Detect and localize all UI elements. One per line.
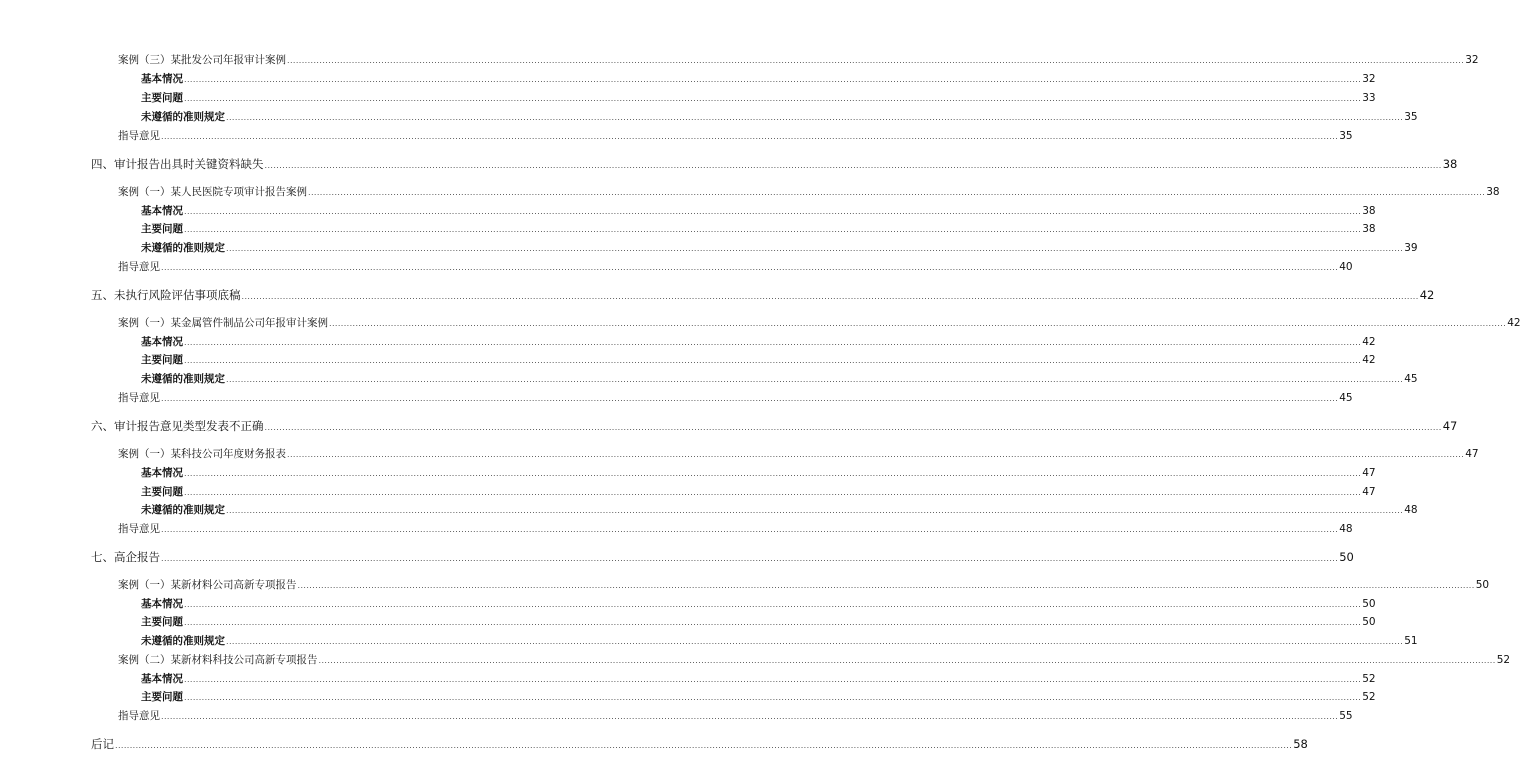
toc-entry-title: 案例（一）某新材料公司高新专项报告 — [118, 579, 297, 591]
toc-entry-title: 后记 — [91, 737, 114, 751]
dot-leader: ................................................................................................................................................................................................................................................................................................................................................................................................................ — [184, 94, 1362, 103]
dot-leader: ................................................................................................................................................................................................................................................................................................................................................................................................................ — [161, 525, 1339, 534]
toc-entry-page: 58 — [1293, 737, 1308, 751]
toc-entry-section[interactable] — [0, 288, 1435, 304]
toc-entry-title: 案例（二）某新材料科技公司高新专项报告 — [118, 654, 318, 666]
toc-entry-section[interactable] — [0, 419, 1458, 435]
toc-entry-page: 38 — [1486, 186, 1500, 198]
toc-entry-guide[interactable] — [0, 709, 1353, 724]
toc-entry-sub[interactable] — [0, 335, 1376, 350]
dot-leader: ................................................................................................................................................................................................................................................................................................................................................................................................................ — [318, 656, 1496, 665]
toc-entry-section[interactable] — [0, 157, 1458, 173]
toc-entry-title: 未遵循的准则规定 — [141, 635, 225, 647]
toc-entry-sub[interactable] — [0, 466, 1376, 481]
toc-entry-guide[interactable] — [0, 129, 1353, 144]
dot-leader: ................................................................................................................................................................................................................................................................................................................................................................................................................ — [287, 450, 1465, 459]
toc-entry-title: 主要问题 — [141, 354, 183, 366]
dot-leader: ................................................................................................................................................................................................................................................................................................................................................................................................................ — [161, 132, 1339, 141]
toc-entry-page: 42 — [1507, 317, 1521, 329]
dot-leader: ................................................................................................................................................................................................................................................................................................................................................................................................................ — [226, 637, 1404, 646]
toc-entry-title: 基本情况 — [141, 598, 183, 610]
toc-entry-page: 52 — [1362, 691, 1376, 703]
toc-entry-title: 案例（一）某人民医院专项审计报告案例 — [118, 186, 307, 198]
toc-entry-sub[interactable] — [0, 372, 1418, 387]
toc-entry-case[interactable] — [0, 316, 1521, 331]
toc-entry-page: 32 — [1362, 73, 1376, 85]
dot-leader: ................................................................................................................................................................................................................................................................................................................................................................................................................ — [184, 338, 1362, 347]
toc-entry-case[interactable] — [0, 53, 1479, 68]
toc-entry-sub[interactable] — [0, 241, 1418, 256]
dot-leader: ................................................................................................................................................................................................................................................................................................................................................................................................................ — [226, 375, 1404, 384]
toc-entry-sub[interactable] — [0, 485, 1376, 500]
toc-entry-section[interactable] — [0, 550, 1354, 566]
toc-entry-title: 基本情况 — [141, 73, 183, 85]
toc-entry-sub[interactable] — [0, 615, 1376, 630]
dot-leader: ................................................................................................................................................................................................................................................................................................................................................................................................................ — [184, 356, 1362, 365]
dot-leader: ................................................................................................................................................................................................................................................................................................................................................................................................................ — [161, 263, 1339, 272]
dot-leader: ................................................................................................................................................................................................................................................................................................................................................................................................................ — [241, 292, 1419, 301]
toc-entry-page: 38 — [1442, 157, 1458, 171]
toc-entry-title: 基本情况 — [141, 673, 183, 685]
dot-leader: ................................................................................................................................................................................................................................................................................................................................................................................................................ — [161, 554, 1339, 563]
toc-entry-title: 四、审计报告出具时关键资料缺失 — [91, 157, 264, 171]
dot-leader: ................................................................................................................................................................................................................................................................................................................................................................................................................ — [308, 188, 1486, 197]
toc-entry-page: 47 — [1362, 486, 1376, 498]
toc-entry-page: 45 — [1339, 392, 1353, 404]
toc-entry-sub[interactable] — [0, 672, 1376, 687]
toc-entry-page: 33 — [1362, 92, 1376, 104]
dot-leader: ................................................................................................................................................................................................................................................................................................................................................................................................................ — [184, 675, 1362, 684]
toc-entry-case[interactable] — [0, 185, 1500, 200]
toc-entry-sub[interactable] — [0, 110, 1418, 125]
toc-entry-page: 48 — [1339, 523, 1353, 535]
toc-entry-sub[interactable] — [0, 634, 1418, 649]
toc-entry-title: 主要问题 — [141, 92, 183, 104]
toc-entry-title: 指导意见 — [118, 130, 160, 142]
dot-leader: ................................................................................................................................................................................................................................................................................................................................................................................................................ — [184, 469, 1362, 478]
toc-entry-page: 32 — [1465, 54, 1479, 66]
toc-entry-page: 35 — [1339, 130, 1353, 142]
toc-entry-page: 50 — [1362, 598, 1376, 610]
toc-entry-page: 51 — [1404, 635, 1418, 647]
toc-entry-title: 七、高企报告 — [91, 550, 160, 564]
toc-entry-title: 基本情况 — [141, 336, 183, 348]
dot-leader: ................................................................................................................................................................................................................................................................................................................................................................................................................ — [184, 693, 1362, 702]
toc-entry-page: 45 — [1404, 373, 1418, 385]
toc-entry-title: 指导意见 — [118, 710, 160, 722]
dot-leader: ................................................................................................................................................................................................................................................................................................................................................................................................................ — [184, 618, 1362, 627]
toc-entry-title: 五、未执行风险评估事项底稿 — [91, 288, 241, 302]
toc-entry-title: 基本情况 — [141, 205, 183, 217]
toc-entry-title: 主要问题 — [141, 616, 183, 628]
toc-entry-title: 主要问题 — [141, 486, 183, 498]
toc-entry-page: 40 — [1339, 261, 1353, 273]
toc-entry-page: 48 — [1404, 504, 1418, 516]
toc-entry-title: 基本情况 — [141, 467, 183, 479]
toc-entry-title: 指导意见 — [118, 523, 160, 535]
dot-leader: ................................................................................................................................................................................................................................................................................................................................................................................................................ — [184, 600, 1362, 609]
toc-entry-page: 52 — [1362, 673, 1376, 685]
toc-entry-guide[interactable] — [0, 522, 1353, 537]
toc-entry-page: 50 — [1362, 616, 1376, 628]
toc-entry-sub[interactable] — [0, 503, 1418, 518]
toc-entry-page: 42 — [1362, 354, 1376, 366]
toc-entry-title: 未遵循的准则规定 — [141, 242, 225, 254]
dot-leader: ................................................................................................................................................................................................................................................................................................................................................................................................................ — [161, 394, 1339, 403]
toc-entry-section[interactable] — [0, 737, 1308, 753]
toc-entry-page: 50 — [1339, 550, 1354, 564]
toc-entry-title: 指导意见 — [118, 261, 160, 273]
toc-entry-page: 50 — [1475, 579, 1490, 591]
toc-entry-title: 六、审计报告意见类型发表不正确 — [91, 419, 264, 433]
toc-entry-guide[interactable] — [0, 260, 1353, 275]
toc-entry-page: 38 — [1362, 223, 1376, 235]
toc-entry-case[interactable] — [0, 578, 1490, 593]
toc-entry-title: 未遵循的准则规定 — [141, 504, 225, 516]
toc-entry-sub[interactable] — [0, 597, 1376, 612]
toc-entry-page: 38 — [1362, 205, 1376, 217]
dot-leader: ................................................................................................................................................................................................................................................................................................................................................................................................................ — [226, 506, 1404, 515]
dot-leader: ................................................................................................................................................................................................................................................................................................................................................................................................................ — [115, 741, 1293, 750]
toc-entry-sub[interactable] — [0, 353, 1376, 368]
toc-entry-guide[interactable] — [0, 391, 1353, 406]
toc-entry-page: 52 — [1496, 654, 1511, 666]
toc-entry-sub[interactable] — [0, 222, 1376, 237]
dot-leader: ................................................................................................................................................................................................................................................................................................................................................................................................................ — [329, 319, 1507, 328]
toc-entry-title: 指导意见 — [118, 392, 160, 404]
dot-leader: ................................................................................................................................................................................................................................................................................................................................................................................................................ — [287, 56, 1465, 65]
toc-entry-title: 未遵循的准则规定 — [141, 111, 225, 123]
toc-entry-title: 主要问题 — [141, 223, 183, 235]
toc-entry-title: 未遵循的准则规定 — [141, 373, 225, 385]
toc-entry-page: 35 — [1404, 111, 1418, 123]
toc-entry-sub[interactable] — [0, 690, 1376, 705]
toc-entry-page: 47 — [1442, 419, 1458, 433]
toc-entry-page: 42 — [1419, 288, 1435, 302]
toc-entry-page: 47 — [1362, 467, 1376, 479]
dot-leader: ................................................................................................................................................................................................................................................................................................................................................................................................................ — [226, 244, 1404, 253]
dot-leader: ................................................................................................................................................................................................................................................................................................................................................................................................................ — [184, 75, 1362, 84]
dot-leader: ................................................................................................................................................................................................................................................................................................................................................................................................................ — [184, 207, 1362, 216]
toc-entry-page: 55 — [1339, 710, 1353, 722]
dot-leader: ................................................................................................................................................................................................................................................................................................................................................................................................................ — [264, 423, 1442, 432]
toc-entry-page: 39 — [1404, 242, 1418, 254]
dot-leader: ................................................................................................................................................................................................................................................................................................................................................................................................................ — [297, 581, 1475, 590]
toc-entry-page: 47 — [1465, 448, 1479, 460]
toc-entry-sub[interactable] — [0, 91, 1376, 106]
toc-entry-sub[interactable] — [0, 72, 1376, 87]
dot-leader: ................................................................................................................................................................................................................................................................................................................................................................................................................ — [226, 113, 1404, 122]
dot-leader: ................................................................................................................................................................................................................................................................................................................................................................................................................ — [161, 712, 1339, 721]
dot-leader: ................................................................................................................................................................................................................................................................................................................................................................................................................ — [184, 488, 1362, 497]
toc-entry-title: 主要问题 — [141, 691, 183, 703]
toc-entry-title: 案例（一）某金属管件制品公司年报审计案例 — [118, 317, 328, 329]
toc-entry-case[interactable] — [0, 447, 1479, 462]
toc-entry-title: 案例（三）某批发公司年报审计案例 — [118, 54, 286, 66]
dot-leader: ................................................................................................................................................................................................................................................................................................................................................................................................................ — [184, 225, 1362, 234]
dot-leader: ................................................................................................................................................................................................................................................................................................................................................................................................................ — [264, 161, 1442, 170]
toc-entry-case[interactable] — [0, 653, 1511, 668]
toc-entry-sub[interactable] — [0, 204, 1376, 219]
toc-entry-title: 案例（一）某科技公司年度财务报表 — [118, 448, 286, 460]
toc-entry-page: 42 — [1362, 336, 1376, 348]
